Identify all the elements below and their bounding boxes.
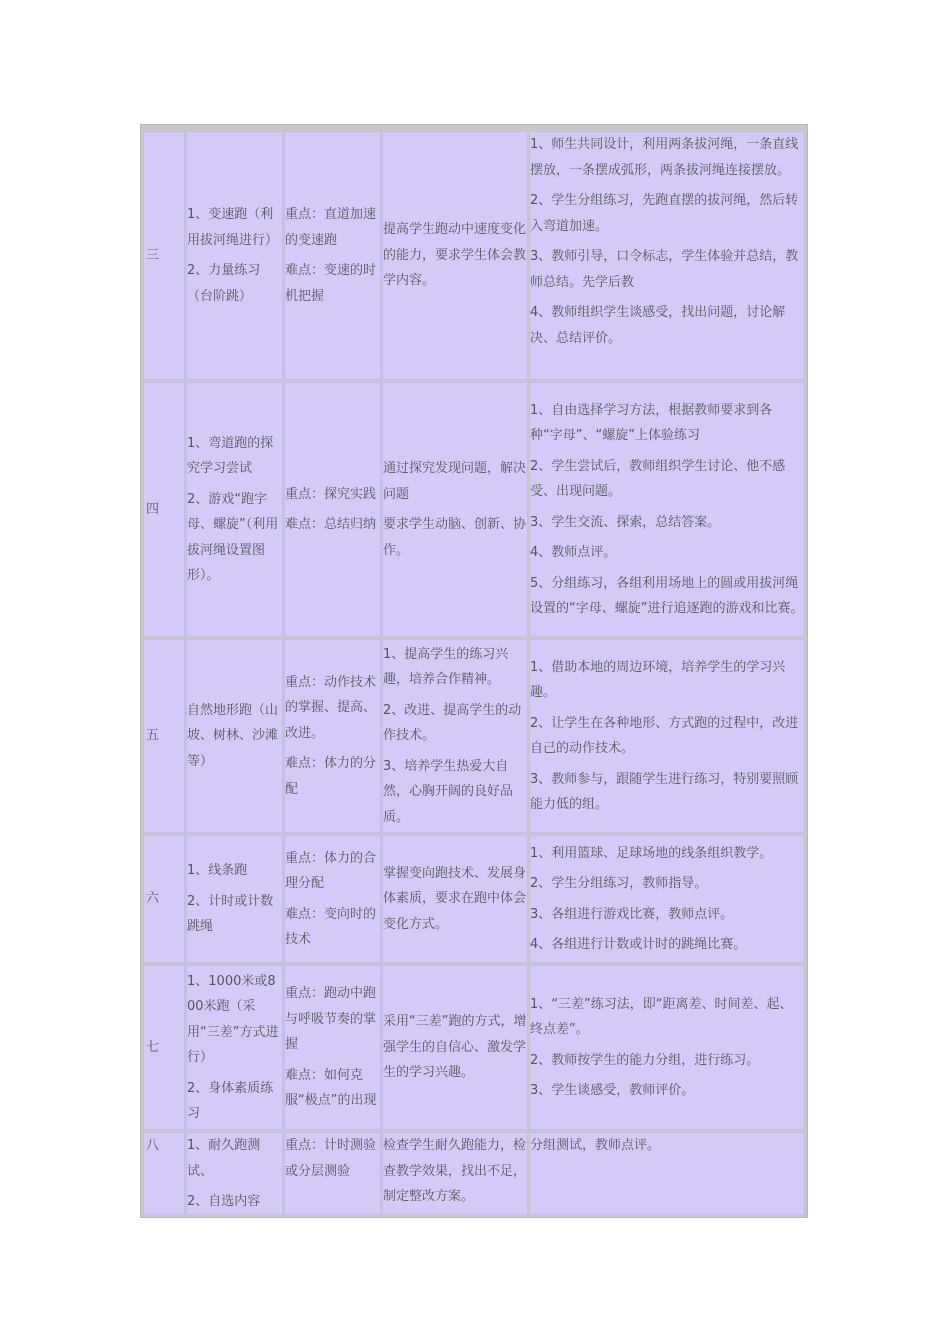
teaching-method-line: 3、学生交流、探索，总结答案。	[530, 514, 721, 530]
teaching-goal-line: 要求学生动脑、创新、协作。	[383, 517, 527, 558]
key-points-cell	[284, 131, 381, 380]
week-number-cell	[143, 639, 185, 833]
teaching-method-line: 1、师生共同设计，利用两条拔河绳，一条直线摆放，一条摆成弧形，两条拔河绳连接摆放。	[530, 137, 799, 178]
teaching-content-line: 1、弯道跑的探究学习尝试	[187, 435, 274, 476]
teaching-content-line: 2、计时或计数跳绳	[187, 893, 274, 935]
key-points-line: 难点：体力的分配	[285, 756, 377, 797]
teaching-method-line: 1、利用篮球、足球场地的线条组织教学。	[530, 845, 773, 861]
week-number: 三	[146, 247, 160, 263]
key-points-cell	[284, 835, 381, 963]
teaching-goal-cell	[382, 835, 528, 963]
teaching-method-line: 4、教师点评。	[530, 545, 617, 560]
key-points-line: 难点：变向时的技术	[285, 906, 377, 947]
teaching-method-line: 2、学生分组练习，教师指导。	[530, 876, 708, 891]
teaching-method-line: 1、自由选择学习方法，根据教师要求到各种“字母”、“螺旋”上体验练习	[530, 402, 773, 443]
teaching-content-line: 自然地形跑（山坡、树林、沙滩等）	[187, 702, 279, 769]
teaching-content-cell	[186, 835, 283, 963]
teaching-method-line: 3、教师引导，口令标志，学生体验并总结，教师总结。先学后教	[530, 249, 799, 290]
teaching-method-cell	[529, 639, 805, 833]
teaching-goal-line: 通过探究发现问题，解决问题	[383, 461, 527, 502]
teaching-method-line: 2、教师按学生的能力分组，进行练习。	[530, 1052, 760, 1068]
teaching-content-line: 2、游戏“跑字母、螺旋”（利用拔河绳设置图形）。	[187, 491, 279, 583]
teaching-method-line: 2、学生尝试后，教师组织学生讨论、他不感受、出现问题。	[530, 458, 786, 499]
teaching-goal-line: 检查学生耐久跑能力，检查教学效果，找出不足，制定整改方案。	[383, 1138, 527, 1204]
teaching-goal-line: 1、提高学生的练习兴趣，培养合作精神。	[383, 646, 509, 688]
week-number: 四	[146, 501, 160, 517]
week-number: 五	[146, 728, 160, 744]
key-points-line: 重点：直道加速的变速跑	[285, 207, 377, 248]
teaching-content-line: 2、自选内容	[187, 1194, 261, 1209]
table-body	[143, 127, 805, 1215]
teaching-method-cell	[529, 965, 805, 1130]
teaching-goal-line: 2、改进、提高学生的动作技术。	[383, 702, 522, 744]
week-number: 六	[146, 891, 160, 907]
week-number-cell	[143, 131, 185, 380]
teaching-method-line: 4、教师组织学生谈感受，找出问题，讨论解决、总结评价。	[530, 305, 786, 346]
lesson-plan-table	[140, 124, 808, 1218]
teaching-method-line: 1、借助本地的周边环境，培养学生的学习兴趣。	[530, 659, 786, 700]
teaching-content-cell	[186, 382, 283, 637]
teaching-goal-cell	[382, 965, 528, 1130]
teaching-goal-cell	[382, 1132, 528, 1215]
teaching-content-line: 1、线条跑	[187, 863, 248, 879]
teaching-method-line: 2、让学生在各种地形、方式跑的过程中，改进自己的动作技术。	[530, 715, 799, 756]
teaching-content-line: 1、变速跑（利用拔河绳进行）	[187, 207, 279, 248]
teaching-method-cell	[529, 131, 805, 380]
key-points-cell	[284, 1132, 381, 1215]
teaching-method-line: 分组测试，教师点评。	[530, 1138, 661, 1153]
teaching-method-line: 1、“三差”练习法，即“距离差、时间差、起、终点差”。	[530, 996, 793, 1037]
key-points-cell	[284, 639, 381, 833]
teaching-content-cell	[186, 131, 283, 380]
teaching-content-cell	[186, 1132, 283, 1215]
teaching-content-line: 1、1000米或800米跑（采用“三差”方式进行）	[187, 973, 279, 1065]
key-points-line: 重点：计时测验或分层测验	[285, 1138, 377, 1179]
teaching-goal-cell	[382, 639, 528, 833]
key-points-line: 难点：总结归纳	[285, 517, 377, 532]
teaching-method-line: 3、教师参与，跟随学生进行练习，特别要照顾能力低的组。	[530, 771, 799, 812]
teaching-method-line: 2、学生分组练习，先跑直摆的拔河绳，然后转入弯道加速。	[530, 193, 799, 234]
teaching-content-line: 2、身体素质练习	[187, 1080, 274, 1121]
teaching-goal-line: 掌握变向跑技术、发展身体素质，要求在跑中体会变化方式。	[383, 865, 527, 932]
teaching-content-line: 2、力量练习（台阶跳）	[187, 263, 261, 304]
key-points-line: 重点：跑动中跑与呼吸节奏的掌握	[285, 986, 377, 1053]
teaching-content-cell	[186, 965, 283, 1130]
week-number-cell	[143, 835, 185, 963]
teaching-goal-cell	[382, 382, 528, 637]
week-number-cell	[143, 965, 185, 1130]
teaching-method-line: 3、各组进行游戏比赛，教师点评。	[530, 906, 734, 922]
week-number-cell	[143, 1132, 185, 1215]
teaching-method-cell	[529, 382, 805, 637]
key-points-line: 重点：体力的合理分配	[285, 850, 377, 891]
teaching-method-cell	[529, 835, 805, 963]
key-points-line: 难点：变速的时机把握	[285, 263, 377, 304]
teaching-method-line: 3、学生谈感受，教师评价。	[530, 1083, 695, 1098]
week-number: 八	[146, 1138, 160, 1153]
teaching-method-line: 4、各组进行计数或计时的跳绳比赛。	[530, 937, 747, 952]
teaching-method-cell	[529, 1132, 805, 1215]
key-points-cell	[284, 382, 381, 637]
teaching-goal-line: 3、培养学生热爱大自然，心胸开阔的良好品质。	[383, 758, 514, 825]
key-points-line: 重点：动作技术的掌握、提高、改进。	[285, 674, 377, 741]
key-points-cell	[284, 965, 381, 1130]
key-points-line: 难点：如何克服“极点”的出现	[285, 1067, 377, 1109]
key-points-line: 重点：探究实践	[285, 486, 377, 502]
week-number: 七	[146, 1039, 160, 1055]
teaching-goal-line: 提高学生跑动中速度变化的能力，要求学生体会教学内容。	[383, 222, 527, 289]
teaching-goal-cell	[382, 131, 528, 380]
teaching-content-line: 1、耐久跑测试、	[187, 1138, 261, 1179]
teaching-content-cell	[186, 639, 283, 833]
teaching-goal-line: 采用“三差”跑的方式，增强学生的自信心、激发学生的学习兴趣。	[383, 1014, 527, 1081]
week-number-cell	[143, 382, 185, 637]
teaching-method-line: 5、分组练习，各组利用场地上的圆或用拔河绳设置的“字母、螺旋”进行追逐跑的游戏和比赛。	[530, 575, 804, 616]
